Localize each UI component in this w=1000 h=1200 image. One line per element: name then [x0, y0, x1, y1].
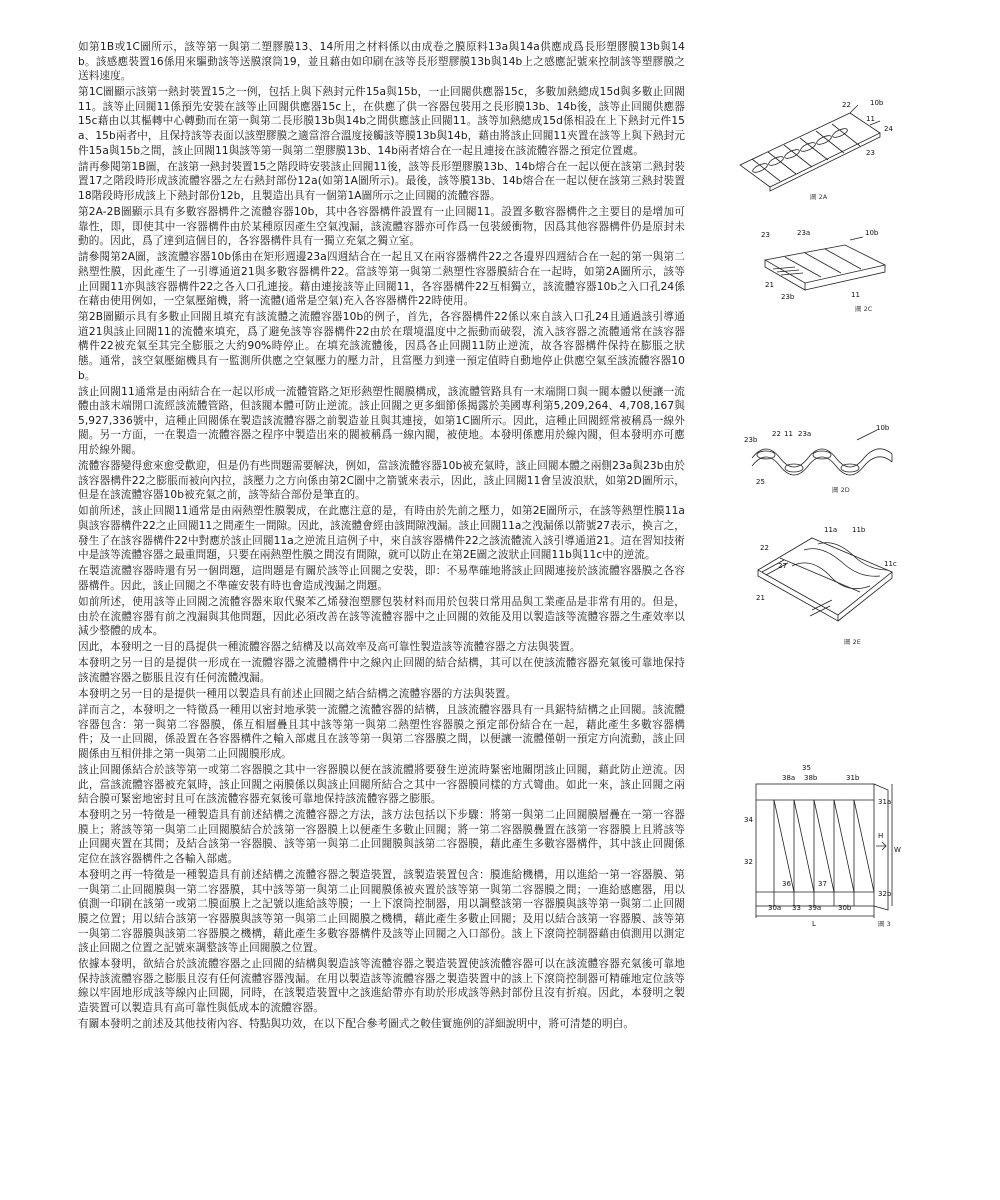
paragraph: 流體容器變得愈來愈受歡迎，但是仍有些問題需要解決，例如，當該流體容器10b被充氣時，該止回閥本體之兩側23a與23b由於該容器構件22之膨脹而被向內拉，該壓力之方向係由第2C圖中之箭號來表示，因此，該止回閥11會呈波浪狀，如第2D圖所示，但是在該流體容器10b被充氣之前，該等結合部份是筆直的。 — [78, 460, 685, 502]
paragraph: 詳而言之，本發明之一特徵爲一種用以密封地承裝一流體之流體容器的結構，且該流體容器具有一具鋸特結構之止回閥。該流體容器包含：第一與第二容器膜，係互相層疊且其中該等第一與第二熱塑性容器膜之預定部份結合在一起，藉此產生多數容器構件；及一止回閥，係設置在各容器構件之輸入部處且在該等第一與第二容器膜之間，以便讓一流體僅朝一預定方向流動，該止回閥係由互相併排之第一與第二止回閥膜形成。 — [78, 704, 685, 760]
fig2e-label-11c: 11c — [884, 560, 897, 568]
fig2c-label-23b: 23b — [781, 293, 795, 301]
paragraph: 第1C圖顯示該第一熱封裝置15之一例，包括上與下熱封元件15a與15b，一止回閥供應器15c，多數加熱總成15d與多數止回閥11。該等止回閥11係預先安裝在該等止回閥供應器15c上，在供應了供一容器包裝用之長形膜13b、14b後，該等止回閥供應器15c藉由以其樞轉中心轉動而在第一與第二長形膜13b與14b之間供應該止回閥11。該等加熱總成15d係相設在上下熱封元件15a、15b兩者中，且保持該等表面以該塑膠膜之適當溶合溫度接觸該等膜13b與14b，藉由將該止回閥11夾置在該等上與下熱封元件15a與15b之間，該止回閥11與該等第一與第二塑膠膜13b、14b兩者熔合在一起且連接在該流體容器之預定位置處。 — [78, 86, 685, 157]
paragraph: 本發明之另一目的是提供一種用以製造具有前述止回閥之結合結構之流體容器的方法與裝置。 — [78, 688, 517, 701]
fig2c-label-21: 21 — [765, 281, 774, 289]
paragraph: 第2A-2B圖顯示具有多數容器構件之流體容器10b，其中各容器構件設置有一止回閥11。設置多數容器構件之主要目的是增加可靠性，即，即使其中一容器構件由於某種原因產生空氣洩漏，該流體容器亦可作爲一包裝緩衝物，因爲其他容器構件仍是原封未動的。因此，爲了達到這個目的，各容器構件具有一獨立充氣之獨立室。 — [78, 206, 685, 248]
fig2a-label-22: 22 — [842, 101, 851, 109]
fig3-label-30a: 30a — [768, 904, 782, 912]
fig2e-caption: 圖 2E — [844, 638, 861, 646]
fig2c-label-23: 23 — [761, 231, 770, 239]
fig3-label-36: 36 — [782, 880, 791, 888]
fig2a-label-23: 23 — [866, 149, 875, 157]
fig3-label-H: H — [878, 832, 884, 840]
fig3-label-31a: 31a — [878, 798, 892, 806]
figure-2c — [755, 225, 900, 315]
paragraph: 請再參閱第1B圖，在該第一熱封裝置15之階段時安裝該止回閥11後，該等長形塑膠膜13b、14b熔合在一起以便在該第二熱封裝置17之階段時形成該流體容器之左右熱封部份12a(如第1A圖所示)。最後，該等膜13b、14b熔合在一起以便在該第三熱封裝置18階段時形成該上下熱封部份12b，且製造出具有一個第1A圖所示之止回閥的流體容器。 — [78, 160, 685, 202]
paragraph: 因此，本發明之一目的爲提供一種流體容器之結構及以高效率及高可靠性製造該等流體容器之方法與裝置。 — [78, 641, 581, 654]
fig3-label-39a: 39a — [808, 904, 822, 912]
figure-2e — [752, 520, 902, 650]
paragraph: 如前所述，該止回閥11通常是由兩熱塑性膜製成，在此應注意的是，有時由於先前之壓力，如第2E圖所示，在該等熱塑性膜11a與該容器構件22之止回閥11之間產生一間隙。因此，該流體會經由該間隙洩漏。該止回閥11a之洩漏係以箭號27表示，換言之，發生了在該容器構件22中對應於該止回閥11a之逆流且這例子中，來自該容器構件22之該流體流入該引導通道21。這在習知技術中是該等流體容器之最重問題，只要在兩熱塑性膜之間沒有間隙，就可以防止在第2E圖之波狀止回閥11b與11c中的逆流。 — [78, 505, 685, 562]
fig2c-caption: 圖 2C — [855, 305, 873, 313]
paragraph: 請參閱第2A圖，該流體容器10b係由在矩形週邊23a四週結合在一起且又在兩容器構件22之各邊界四週結合在一起的第一與第二熱塑性膜，因此產生了一引導通道21與多數容器構件22。當該等第一與第二熱塑性容器膜結合在一起時，如第2A圖所示，該等止回閥11亦與該容器構件22之各入口孔連接。藉由連接該等止回閥11，各容器構件22互相獨立，該流體容器10b之入口孔24係在藉由使用例如，一空氣壓縮機，將一流體(通常是空氣)充入各容器構件22時使用。 — [78, 251, 685, 308]
fig3-label-37: 37 — [818, 880, 827, 888]
fig2d-label-22: 22 — [772, 430, 781, 438]
fig2c-label-23a: 23a — [797, 229, 811, 237]
paragraph: 第2B圖顯示具有多數止回閥且填充有該流體之流體容器10b的例子，首先，各容器構件22係以來自該入口孔24且通過該引導通道21與該止回閥11的流體來填充，爲了避免該等容器構件22由於在環境溫度中之振動而破裂，流入該容器之流體通常在該容器構件22被充氣至其完全膨脹之大約90%時停止。在填充該流體後，因爲各止回閥11防止逆流，故各容器構件保持在膨脹之狀態。通常，該空氣壓縮機具有一監測所供應之空氣壓力的壓力計，且當壓力到達一預定值時自動地停止供應空氣至該流體容器10b。 — [78, 311, 685, 382]
fig2d-caption: 圖 2D — [832, 486, 850, 494]
fig3-label-35: 35 — [802, 764, 811, 772]
fig2e-label-11b: 11b — [852, 526, 866, 534]
paragraph: 如第1B或1C圖所示，該等第一與第二塑膠膜13、14所用之材料係以由成卷之膜原料13a與14a供應成爲長形塑膠膜13b與14b。該感應裝置16係用來驅動該等送膜滾筒19，並且藉由如印刷在該等長形塑膠膜13b與14b上之感應記號來控制該等塑膠膜之送料速度。 — [78, 41, 685, 83]
fig3-label-38a: 38a — [782, 774, 796, 782]
figure-2c-drawing — [755, 225, 900, 315]
fig2c-label-10b: 10b — [865, 229, 879, 237]
figure-3-drawing — [742, 760, 902, 935]
fig2d-label-11: 11 — [784, 430, 793, 438]
figure-2d — [742, 420, 902, 500]
fig2e-label-11a: 11a — [824, 526, 838, 534]
figure-2e-drawing — [752, 520, 902, 650]
paragraph: 該止回閥11通常是由兩結合在一起以形成一流體管路之矩形熱塑性閥膜構成，該流體管路具有一末端開口與一閥本體以便讓一流體由該末端開口流經該流體管路，但該閥本體可防止逆流。該止回閥之更多細節係揭露於美國專利第5,209,264、4,708,167與5,927,336號中，這種止回閥係在製造該流體容器之前製造並且與其連接，如第1C圖所示。因此，這種止回閥經常被稱爲一線外閥。另一方面，一在製造一流體容器之程序中製造出來的閥被稱爲一線內閥，被使地。本發明係應用於線內閥，但本發明亦可應用於線外閥。 — [78, 385, 685, 457]
paragraph: 本發明之另一目的是提供一形成在一流體容器之流體構件中之線內止回閥的結合結構，其可以在使該流體容器充氣後可靠地保持該流體容器之膨脹且沒有任何流體洩漏。 — [78, 657, 685, 684]
fig3-label-38b: 38b — [804, 774, 818, 782]
fig2e-label-21: 21 — [756, 594, 765, 602]
paragraph: 在製造流體容器時還有另一個問題，這問題是有關於該等止回閥之安裝，即：不易準確地將該止回閥連接於該流體容器膜之各容器構件。因此，該止回閥之不準確安裝有時也會造成洩漏之問題。 — [78, 565, 685, 592]
fig3-caption: 圖 3 — [878, 920, 891, 928]
fig3-label-34: 34 — [744, 816, 753, 824]
figure-2d-drawing — [742, 420, 902, 500]
paragraph: 如前所述，使用該等止回閥之流體容器來取代聚苯乙烯發泡塑膠包裝材料而用於包裝日常用品與工業產品是非常有用的。但是，由於在流體容器有前之洩漏與其他問題，因此必須改善在該等流體容器中之止回閥的效能及用以製造該等流體容器之生產效率以減少整體的成本。 — [78, 595, 685, 638]
figure-3 — [742, 760, 902, 935]
fig3-label-32b: 32b — [878, 890, 892, 898]
fig3-label-30b: 30b — [838, 904, 852, 912]
fig3-label-L: L — [812, 920, 816, 928]
figure-2a-drawing — [730, 95, 900, 205]
fig2c-label-11: 11 — [851, 291, 860, 299]
fig3-label-W: W — [894, 846, 901, 854]
paragraph: 本發明之再一特徵是一種製造具有前述結構之流體容器之製造裝置，該製造裝置包含：膜進給機構，用以進給一第一容器膜、第一與第二止回閥膜與一第二容器膜，其中該等第一與第二止回閥膜係被夾置於該等第一與第二容器膜之間；一進給感應器，用以偵測一印刷在該第一或第二膜面膜上之記號以進給該等膜；一上下滾筒控制器，用以調整該第一容器膜與該等第一與第二止回閥膜之位置；用以結合該第一容器膜與該等第一與第二止回閥膜之機構，藉此產生多數止回閥；及用以結合該第一容器膜、該等第一與第二容器膜與該第二容器膜之機構，藉此產生多數容器構件及該等止回閥之入口部份。該上下滾筒控制器藉由偵測用以測定該止回閥之位置之記號來調整該等止回閥膜之位置。 — [78, 869, 685, 955]
fig2d-label-10b: 10b — [876, 424, 890, 432]
fig2d-label-23b: 23b — [744, 436, 758, 444]
paragraph: 有關本發明之前述及其他技術內容、特點與功效，在以下配合參考圖式之較佳實施例的詳細說明中，將可清楚的明白。 — [78, 1018, 635, 1031]
fig3-label-32: 32 — [744, 858, 753, 866]
paragraph: 依據本發明，欲結合於該流體容器之止回閥的結構與製造該等流體容器之製造裝置使該流體容器可以在該流體容器充氣後可靠地保持該流體容器之膨脹且沒有任何流體容器洩漏。在用以製造該等流體容器之製造裝置中的該上下滾筒控制器可精確地定位該等線以牢固地形成該等線內止回閥，同時，在該製造裝置中之該進給帶亦有助於形成該等熱封部份且沒有折痕。因此，本發明之製造裝置可以製造具有高可靠性與低成本的流體容器。 — [78, 958, 685, 1014]
fig2a-label-11: 11 — [866, 115, 875, 123]
fig3-label-31b: 31b — [846, 774, 860, 782]
fig2a-caption: 圖 2A — [810, 193, 828, 201]
fig2a-label-10b: 10b — [870, 99, 884, 107]
fig2d-label-23a: 23a — [798, 430, 812, 438]
paragraph: 本發明之另一特徵是一種製造具有前述結構之流體容器之方法，該方法包括以下步驟：將第一與第二止回閥膜層疊在一第一容器膜上；將該等第一與第二止回閥膜結合於該第一容器膜上以便產生多數止回閥；將一第二容器膜疊置在該第一容器膜上且將該等止回閥夾置在其間；及結合該第一容器膜、該等第一與第二止回閥膜與該第二容器膜，藉此產生多數容器構件，其中該止回閥係定位在該容器構件之各輸入部處。 — [78, 809, 685, 866]
fig2e-label-22: 22 — [760, 544, 769, 552]
fig3-label-33: 33 — [792, 904, 801, 912]
paragraph: 該止回閥係結合於該等第一或第二容器膜之其中一容器膜以便在該流體將要發生逆流時緊密地關閉該止回閥，藉此防止逆流。因此，當該流體容器被充氣時，該止回閥之兩膜係以與該止回閥所結合之其中一容器膜同樣的方式彎曲。如此一來，該止回閥之兩結合膜可緊密地密封且可在該流體容器充氣後可靠地保持該流體容器之膨脹。 — [78, 764, 685, 806]
fig2d-label-25: 25 — [756, 478, 765, 486]
fig2a-label-24: 24 — [884, 125, 893, 133]
fig2e-label-27: 27 — [778, 562, 787, 570]
text-column — [78, 40, 685, 1033]
figure-2a — [730, 95, 900, 205]
